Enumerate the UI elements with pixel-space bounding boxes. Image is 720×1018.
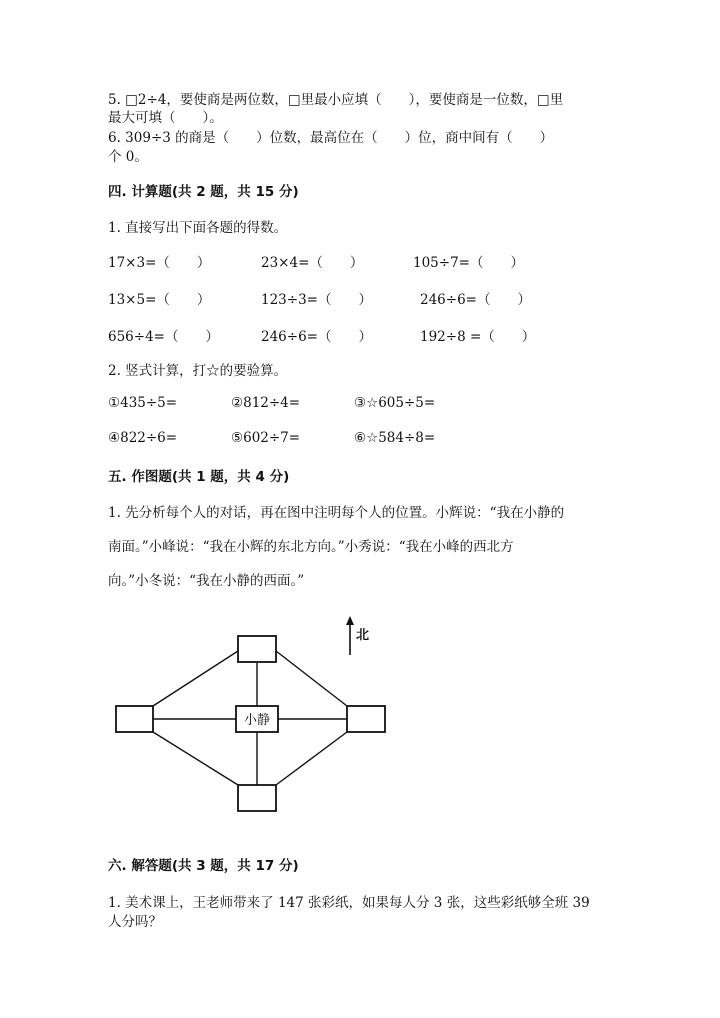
vertical-item: ①435÷5= — [108, 395, 178, 411]
q6-line2: 个 0。 — [108, 149, 148, 165]
section5-q1-line3: 向。”小冬说：“我在小静的西面。” — [108, 573, 305, 589]
section4-q2: 2. 竖式计算，打☆的要验算。 — [108, 363, 288, 379]
oral-item: 17×3=（ ） — [108, 255, 211, 271]
section6-q1-line2: 人分吗？ — [108, 914, 162, 930]
oral-item: 13×5=（ ） — [108, 292, 211, 308]
vertical-item: ③☆605÷5= — [354, 395, 436, 411]
oral-item: 123÷3=（ ） — [261, 292, 372, 308]
q5-line2: 最大可填（ ）。 — [108, 110, 223, 126]
section5-q1-line1: 1. 先分析每个人的对话，再在图中注明每个人的位置。小辉说：“我在小静的 — [108, 505, 565, 521]
q5-line1: 5. □2÷4，要使商是两位数，□里最小应填（ ），要使商是一位数，□里 — [108, 92, 564, 108]
vertical-item: ④822÷6= — [108, 430, 178, 446]
position-diagram — [100, 610, 400, 825]
north-label: 北 — [356, 628, 370, 643]
oral-item: 192÷8 =（ ） — [420, 329, 536, 345]
vertical-item: ②812÷4= — [231, 395, 301, 411]
section4-title: 四. 计算题(共 2 题，共 15 分) — [108, 184, 299, 200]
bottom-box — [238, 785, 276, 811]
q6-line1: 6. 309÷3 的商是（ ）位数，最高位在（ ）位，商中间有（ ） — [108, 130, 554, 146]
top-box — [238, 636, 276, 662]
connector-line — [276, 651, 347, 706]
connector-line — [153, 732, 238, 785]
connector-line — [153, 651, 238, 706]
section4-q1: 1. 直接写出下面各题的得数。 — [108, 220, 288, 236]
vertical-item: ⑥☆584÷8= — [354, 430, 436, 446]
right-box — [347, 706, 385, 732]
section6-q1-line1: 1. 美术课上，王老师带来了 147 张彩纸，如果每人分 3 张，这些彩纸够全班 39 — [108, 895, 590, 911]
oral-item: 105÷7=（ ） — [413, 255, 524, 271]
section5-q1-line2: 南面。”小峰说：“我在小辉的东北方向。”小秀说：“我在小峰的西北方 — [108, 539, 514, 555]
connector-line — [276, 732, 347, 785]
section6-title: 六. 解答题(共 3 题，共 17 分) — [108, 858, 299, 874]
north-arrowhead-icon — [346, 616, 354, 625]
center-label: 小静 — [243, 713, 271, 728]
oral-item: 246÷6=（ ） — [420, 292, 531, 308]
oral-item: 656÷4=（ ） — [108, 329, 219, 345]
oral-item: 246÷6=（ ） — [261, 329, 372, 345]
oral-item: 23×4=（ ） — [261, 255, 364, 271]
left-box — [116, 706, 153, 732]
vertical-item: ⑤602÷7= — [231, 430, 301, 446]
section5-title: 五. 作图题(共 1 题，共 4 分) — [108, 469, 290, 485]
